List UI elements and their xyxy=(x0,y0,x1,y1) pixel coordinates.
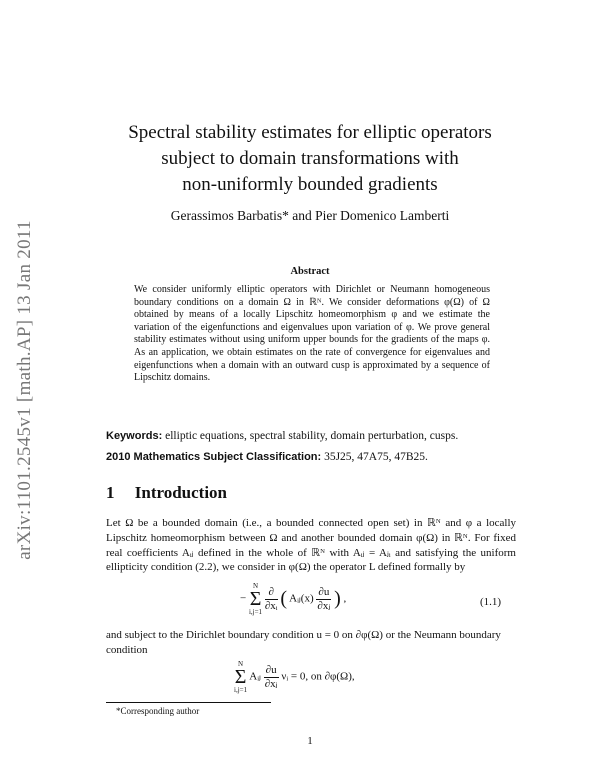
authors: Gerassimos Barbatis* and Pier Domenico Lamberti xyxy=(170,208,450,223)
eq1-sum-upper: N xyxy=(252,582,259,590)
eq1-coef: Aᵢⱼ(x) xyxy=(289,592,314,605)
keywords-label: Keywords: xyxy=(106,430,163,442)
section-title: Introduction xyxy=(134,483,228,502)
footnote: *Corresponding author xyxy=(116,706,200,716)
boundary-condition-text: and subject to the Dirichlet boundary condition u = 0 on ∂φ(Ω) or the Neumann boundary condition xyxy=(106,629,501,656)
eq1-d-num: ∂ xyxy=(265,586,278,600)
msc-label: 2010 Mathematics Subject Classification: xyxy=(106,451,322,463)
title-line: subject to domain transformations with xyxy=(161,148,459,169)
eq2-sum-lower: i,j=1 xyxy=(234,686,248,694)
equation-number: (1.1) xyxy=(480,596,502,608)
paper-title xyxy=(100,120,520,198)
abstract-heading: Abstract xyxy=(290,266,330,277)
eq2-sum xyxy=(234,660,247,694)
eq1-u-derivative xyxy=(316,586,331,613)
eq2-tail: νᵢ = 0, on ∂φ(Ω), xyxy=(281,670,355,683)
eq1-minus: − xyxy=(240,592,247,605)
sigma-symbol: Σ xyxy=(249,588,262,610)
right-paren: ) xyxy=(334,587,341,610)
arxiv-stamp-text: arXiv:1101.2545v1 [math.AP] 13 Jan 2011 xyxy=(14,220,35,560)
equation-neumann xyxy=(234,660,355,694)
eq1-derivative xyxy=(265,586,278,613)
abstract-text: We consider uniformly elliptic operators with Dirichlet or Neumann homogeneous boundary conditions on a domain Ω in ℝᴺ. We consider deformations φ(Ω) of Ω obtained by means of a locally Lipschitz homeomorphism φ and we estimate the variation of the eigenfunctions and eigenvalues upon variation of φ. We prove general stability estimates without using uniform upper bounds for the gradients of the maps φ. As an application, we obtain estimates on the rate of convergence for eigenvalues and eigenfunctions when a domain with an outward cusp is approximated by a sequence of Lipschitz domains. xyxy=(134,284,490,384)
msc-classification xyxy=(106,451,526,463)
section-number: 1 xyxy=(106,483,115,502)
left-paren: ( xyxy=(280,587,287,610)
title-line: non-uniformly bounded gradients xyxy=(182,174,438,195)
eq2-sum-upper: N xyxy=(238,660,244,668)
msc-text: 35J25, 47A75, 47B25. xyxy=(324,451,428,463)
equation-1-1 xyxy=(240,582,346,616)
eq2-u-num: ∂u xyxy=(265,663,277,676)
eq1-sum xyxy=(249,582,262,616)
eq1-d-den: ∂xᵢ xyxy=(264,599,278,612)
eq2-u-derivative xyxy=(264,664,279,691)
eq1-tail: , xyxy=(343,592,347,605)
eq1-u-num: ∂u xyxy=(318,585,330,598)
page-number: 1 xyxy=(307,735,313,747)
sigma-symbol: Σ xyxy=(234,666,247,688)
eq1-sum-lower: i,j=1 xyxy=(248,608,263,616)
eq2-u-den: ∂xⱼ xyxy=(264,677,278,690)
keywords xyxy=(106,430,526,442)
footnote-rule xyxy=(106,702,271,703)
section-heading xyxy=(106,483,227,503)
eq2-coef: Aᵢⱼ xyxy=(249,670,261,683)
intro-paragraph: Let Ω be a bounded domain (i.e., a bounded connected open set) in ℝᴺ and φ a locally Lipschitz homeomorphism between Ω and another bounded domain φ(Ω) in ℝᴺ. For fixed real coefficients Aᵢⱼ defined in the whole of ℝᴺ with Aᵢⱼ = Aⱼᵢ and satisfying the uniform ellipticity condition (2.2), we consider in φ(Ω) the operator L defined formally by xyxy=(106,517,516,574)
eq1-u-den: ∂xⱼ xyxy=(317,599,331,612)
keywords-text: elliptic equations, spectral stability, domain perturbation, cusps. xyxy=(165,430,459,442)
arxiv-stamp xyxy=(10,180,40,600)
title-line: Spectral stability estimates for elliptic operators xyxy=(128,122,492,143)
